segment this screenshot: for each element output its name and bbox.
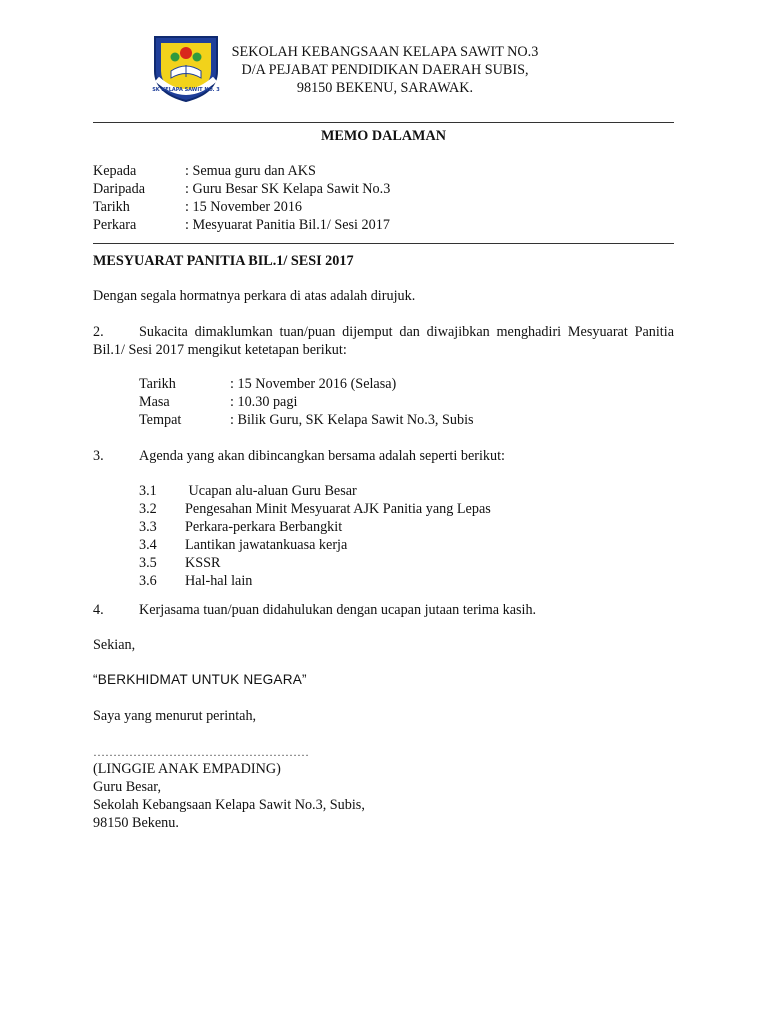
agenda-item: Lantikan jawatankuasa kerja xyxy=(185,537,348,553)
school-name: SEKOLAH KEBANGSAAN KELAPA SAWIT NO.3 xyxy=(231,44,539,60)
meta-value-perkara: : Mesyuarat Panitia Bil.1/ Sesi 2017 xyxy=(185,217,390,233)
meta-label-daripada: Daripada xyxy=(93,181,145,197)
para4-text: Kerjasama tuan/puan didahulukan dengan ucapan jutaan terima kasih. xyxy=(139,602,537,618)
logo-text: SK KELAPA SAWIT NO. 3 xyxy=(152,87,220,93)
para2-number: 2. xyxy=(93,324,104,340)
meta-label-tarikh: Tarikh xyxy=(93,199,130,215)
meta-label-kepada: Kepada xyxy=(93,163,137,179)
para4-number: 4. xyxy=(93,602,104,618)
memo-title: MEMO DALAMAN xyxy=(321,128,446,144)
signatory-name: (LINGGIE ANAK EMPADING) xyxy=(93,761,281,777)
closing-saya: Saya yang menurut perintah, xyxy=(93,708,257,724)
meta-label-perkara: Perkara xyxy=(93,217,137,233)
school-logo xyxy=(145,31,227,103)
meta-value-kepada: : Semua guru dan AKS xyxy=(185,163,316,179)
signatory-postcode: 98150 Bekenu. xyxy=(93,815,179,831)
para3-number: 3. xyxy=(93,448,104,464)
signature-dots: ……………………………………………… xyxy=(93,745,309,759)
agenda-item: KSSR xyxy=(185,555,221,571)
agenda-number: 3.6 xyxy=(139,573,157,589)
memo-subject: MESYUARAT PANITIA BIL.1/ SESI 2017 xyxy=(93,253,354,269)
header-divider xyxy=(93,122,674,123)
detail-value-masa: : 10.30 pagi xyxy=(230,394,298,410)
agenda-number: 3.5 xyxy=(139,555,157,571)
signatory-position: Guru Besar, xyxy=(93,779,161,795)
intro-paragraph: Dengan segala hormatnya perkara di atas adalah dirujuk. xyxy=(93,288,416,304)
agenda-number: 3.4 xyxy=(139,537,157,553)
detail-value-tempat: : Bilik Guru, SK Kelapa Sawit No.3, Subis xyxy=(230,412,474,428)
school-address-1: D/A PEJABAT PENDIDIKAN DAERAH SUBIS, xyxy=(241,62,529,78)
school-address-2: 98150 BEKENU, SARAWAK. xyxy=(296,80,474,96)
meta-divider xyxy=(93,243,674,244)
meta-value-tarikh: : 15 November 2016 xyxy=(185,199,303,215)
para3-text: Agenda yang akan dibincangkan bersama adalah seperti berikut: xyxy=(139,448,505,464)
detail-value-tarikh: : 15 November 2016 (Selasa) xyxy=(230,376,397,392)
agenda-number: 3.3 xyxy=(139,519,157,535)
closing-sekian: Sekian, xyxy=(93,637,136,653)
para2-line2: Bil.1/ Sesi 2017 mengikut ketetapan berikut: xyxy=(93,342,347,358)
para2-line1: Sukacita dimaklumkan tuan/puan dijemput dan diwajibkan menghadiri Mesyuarat Panitia xyxy=(139,324,674,340)
signatory-school: Sekolah Kebangsaan Kelapa Sawit No.3, Subis, xyxy=(93,797,365,813)
meta-value-daripada: : Guru Besar SK Kelapa Sawit No.3 xyxy=(185,181,391,197)
agenda-item: Pengesahan Minit Mesyuarat AJK Panitia yang Lepas xyxy=(185,501,491,517)
detail-label-tarikh: Tarikh xyxy=(139,376,176,392)
agenda-item: Ucapan alu-aluan Guru Besar xyxy=(185,483,357,499)
agenda-number: 3.2 xyxy=(139,501,157,517)
detail-label-tempat: Tempat xyxy=(139,412,182,428)
agenda-item: Perkara-perkara Berbangkit xyxy=(185,519,343,535)
closing-motto: “BERKHIDMAT UNTUK NEGARA” xyxy=(93,672,307,687)
agenda-item: Hal-hal lain xyxy=(185,573,253,589)
detail-label-masa: Masa xyxy=(139,394,170,410)
agenda-number: 3.1 xyxy=(139,483,157,499)
